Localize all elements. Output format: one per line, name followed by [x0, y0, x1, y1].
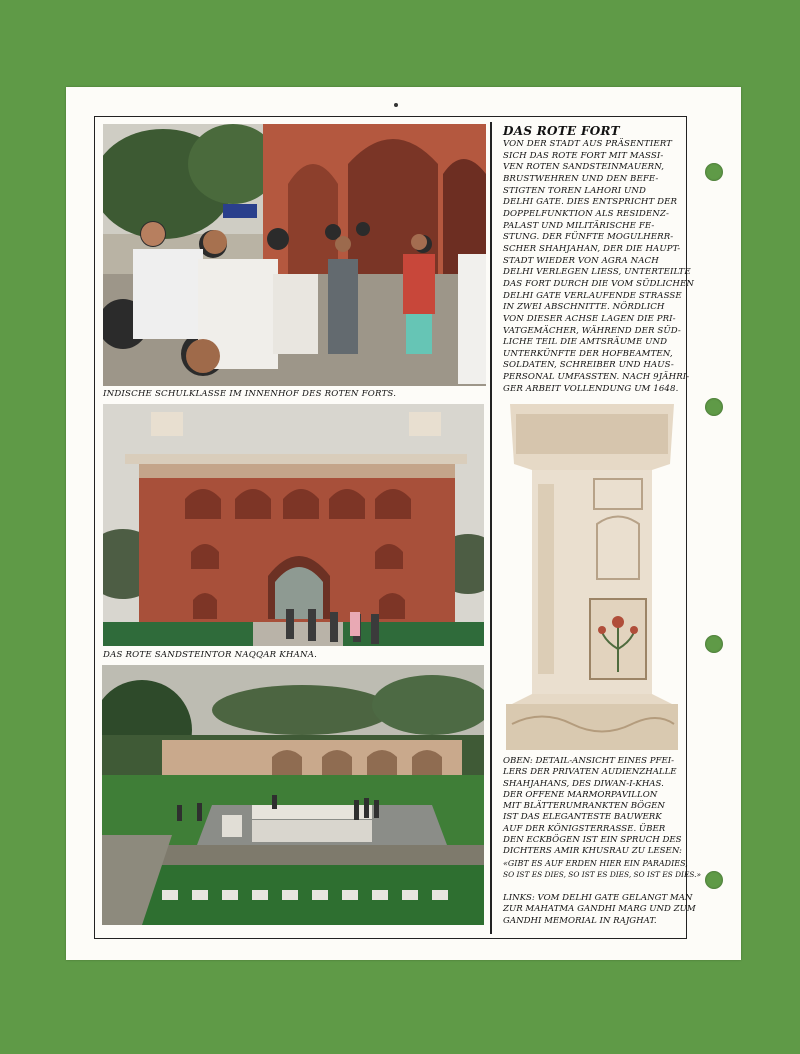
caption-line: LERS DER PRIVATEN AUDIENZHALLE: [503, 767, 677, 778]
article-line: SICH DAS ROTE FORT MIT MASSI-: [503, 150, 664, 161]
article-line: GER ARBEIT VOLLENDUNG UM 1648.: [503, 383, 679, 394]
article-line: VON DIESER ACHSE LAGEN DIE PRI-: [503, 313, 676, 324]
photo-gandhi-memorial: [102, 665, 484, 925]
article-body: [503, 139, 695, 395]
article-line: DELHI VERLEGEN LIESS, UNTERTEILTE: [503, 267, 691, 278]
article-line: DELHI GATE VERLAUFENDE STRASSE: [503, 290, 682, 301]
article-line: SOLDATEN, SCHREIBER UND HAUS-: [503, 360, 674, 371]
caption-naqqar-khana: DAS ROTE SANDSTEINTOR NAQQAR KHANA.: [103, 650, 318, 660]
caption-line: ZUR MAHATMA GANDHI MARG UND ZUM: [503, 904, 696, 915]
caption-line: «GIBT ES AUF ERDEN HIER EIN PARADIES,: [503, 858, 688, 868]
photo-school-class: [103, 124, 486, 386]
punch-hole-4: [705, 871, 723, 889]
caption-line: SHAHJAHANS, DES DIWAN-I-KHAS.: [503, 778, 664, 789]
punch-hole-3: [705, 635, 723, 653]
article-line: STUNG. DER FÜNFTE MOGULHERR-: [503, 232, 674, 243]
punch-hole-1: [705, 163, 723, 181]
article-line: LICHE TEIL DIE AMTSRÄUME UND: [503, 337, 668, 348]
article-line: PERSONAL UMFASSTEN. NACH 9JÄHRI-: [503, 372, 690, 383]
article-line: STADT WIEDER VON AGRA NACH: [503, 255, 659, 266]
article-line: VON DER STADT AUS PRÄSENTIERT: [503, 139, 672, 149]
column-divider: [490, 122, 492, 934]
caption-marble-pillar: [503, 756, 702, 880]
article-line: UNTERKÜNFTE DER HOFBEAMTEN,: [503, 348, 673, 359]
caption-line: LINKS: VOM DELHI GATE GELANGT MAN: [503, 893, 693, 903]
caption-line: MIT BLÄTTERUMRANKTEN BÖGEN: [503, 801, 665, 812]
photo-naqqar-khana: [103, 404, 484, 646]
paper-mark: [394, 103, 398, 107]
caption-line: DER OFFENE MARMORPAVILLON: [503, 789, 658, 800]
caption-line: SO IST ES DIES, SO IST ES DIES, SO IST ES DIES.»: [503, 869, 702, 879]
caption-line: DICHTERS AMIR KHUSRAU ZU LESEN:: [503, 846, 682, 857]
article-line: VEN ROTEN SANDSTEINMAUERN,: [503, 162, 665, 173]
article-line: DAS FORT DURCH DIE VOM SÜDLICHEN: [503, 278, 695, 289]
article-line: STIGTEN TOREN LAHORI UND: [503, 185, 647, 196]
article-line: DELHI GATE. DIES ENTSPRICHT DER: [503, 197, 678, 208]
article-line: SCHER SHAHJAHAN, DER DIE HAUPT-: [503, 243, 681, 254]
punch-hole-2: [705, 398, 723, 416]
article-line: PALAST UND MILITÄRISCHE FE-: [503, 220, 655, 231]
caption-line: AUF DER KÖNIGSTERRASSE. ÜBER: [503, 823, 666, 834]
article-line: BRUSTWEHREN UND DEN BEFE-: [503, 173, 659, 184]
article-line: DOPPELFUNKTION ALS RESIDENZ-: [503, 208, 669, 219]
article-line: VATGEMÄCHER, WÄHREND DER SÜD-: [503, 325, 681, 336]
article-line: IN ZWEI ABSCHNITTE. NÖRDLICH: [503, 302, 665, 313]
caption-line: IST DAS ELEGANTESTE BAUWERK: [503, 812, 662, 823]
article-title: DAS ROTE FORT: [503, 124, 620, 138]
caption-line: DEN ECKBÖGEN IST EIN SPRUCH DES: [503, 835, 682, 846]
caption-gandhi-memorial: [503, 893, 696, 927]
caption-school-class: INDISCHE SCHULKLASSE IM INNENHOF DES ROTEN FORTS.: [103, 389, 397, 399]
caption-line: GANDHI MEMORIAL IN RAJGHAT.: [503, 915, 657, 926]
photo-marble-pillar: [502, 404, 682, 750]
caption-line: OBEN: DETAIL-ANSICHT EINES PFEI-: [503, 756, 675, 766]
